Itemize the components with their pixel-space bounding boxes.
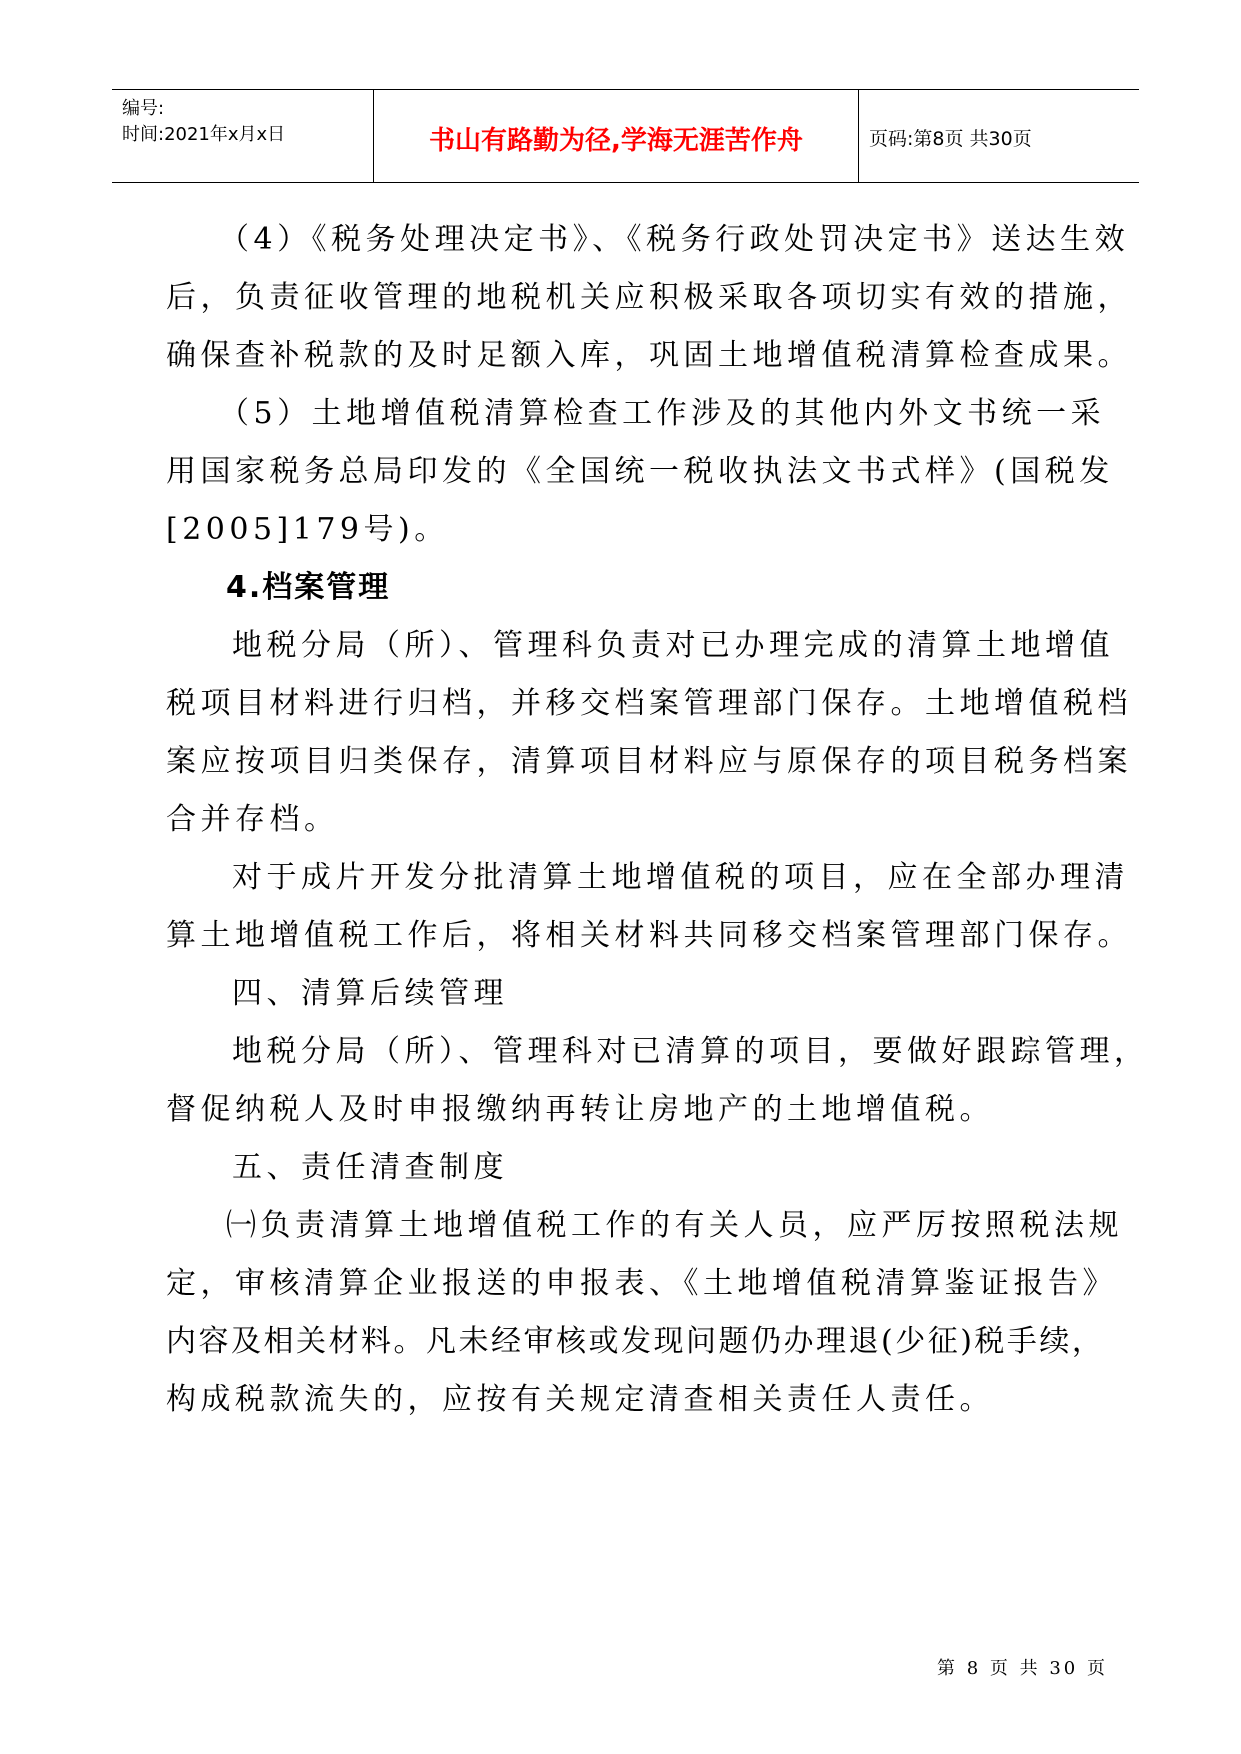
- paragraph-line: （4）《税务处理决定书》、《税务行政处罚决定书》送达生效: [219, 222, 1130, 257]
- paragraph-line: ㈠负责清算土地增值税工作的有关人员，应严厉按照税法规: [226, 1208, 1123, 1243]
- page-header: [112, 89, 1139, 183]
- paragraph-line: 案应按项目归类保存，清算项目材料应与原保存的项目税务档案: [166, 744, 1132, 779]
- header-motto-cell: [374, 90, 859, 182]
- header-motto: 书山有路勤为径,学海无涯苦作舟: [429, 126, 803, 156]
- section-heading: 4.档案管理: [226, 570, 391, 605]
- page-footer: 第 8 页 共 30 页: [937, 1658, 1108, 1679]
- paragraph-line: [2005]179号)。: [166, 512, 449, 547]
- paragraph-line: 后，负责征收管理的地税机关应积极采取各项切实有效的措施，: [166, 280, 1132, 315]
- paragraph-line: 内容及相关材料。凡未经审核或发现问题仍办理退(少征)税手续，: [166, 1324, 1105, 1359]
- paragraph-line: 地税分局（所）、管理科负责对已办理完成的清算土地增值: [232, 628, 1114, 663]
- header-page-label: 页码:第8页 共30页: [869, 128, 1032, 150]
- section-heading: 四、清算后续管理: [232, 976, 508, 1011]
- paragraph-line: 督促纳税人及时申报缴纳再转让房地产的土地增值税。: [166, 1092, 994, 1127]
- document-time-label: 时间:2021年x月x日: [122, 124, 286, 145]
- paragraph-line: 算土地增值税工作后，将相关材料共同移交档案管理部门保存。: [166, 918, 1132, 953]
- paragraph-line: 用国家税务总局印发的《全国统一税收执法文书式样》(国税发: [166, 454, 1114, 489]
- paragraph-line: 确保查补税款的及时足额入库，巩固土地增值税清算检查成果。: [166, 338, 1132, 373]
- paragraph-line: 定，审核清算企业报送的申报表、《土地增值税清算鉴证报告》: [166, 1266, 1117, 1301]
- header-right-cell: [859, 90, 1139, 182]
- paragraph-line: 构成税款流失的，应按有关规定清查相关责任人责任。: [166, 1382, 994, 1417]
- section-heading: 五、责任清查制度: [232, 1150, 508, 1185]
- paragraph-line: （5）土地增值税清算检查工作涉及的其他内外文书统一采: [219, 396, 1106, 431]
- document-number-label: 编号:: [122, 98, 165, 119]
- paragraph-line: 税项目材料进行归档，并移交档案管理部门保存。土地增值税档: [166, 686, 1132, 721]
- paragraph-line: 地税分局（所）、管理科对已清算的项目，要做好跟踪管理，: [232, 1034, 1149, 1069]
- paragraph-line: 对于成片开发分批清算土地增值税的项目，应在全部办理清: [232, 860, 1129, 895]
- paragraph-line: 合并存档。: [166, 802, 339, 837]
- header-left-cell: [112, 90, 374, 182]
